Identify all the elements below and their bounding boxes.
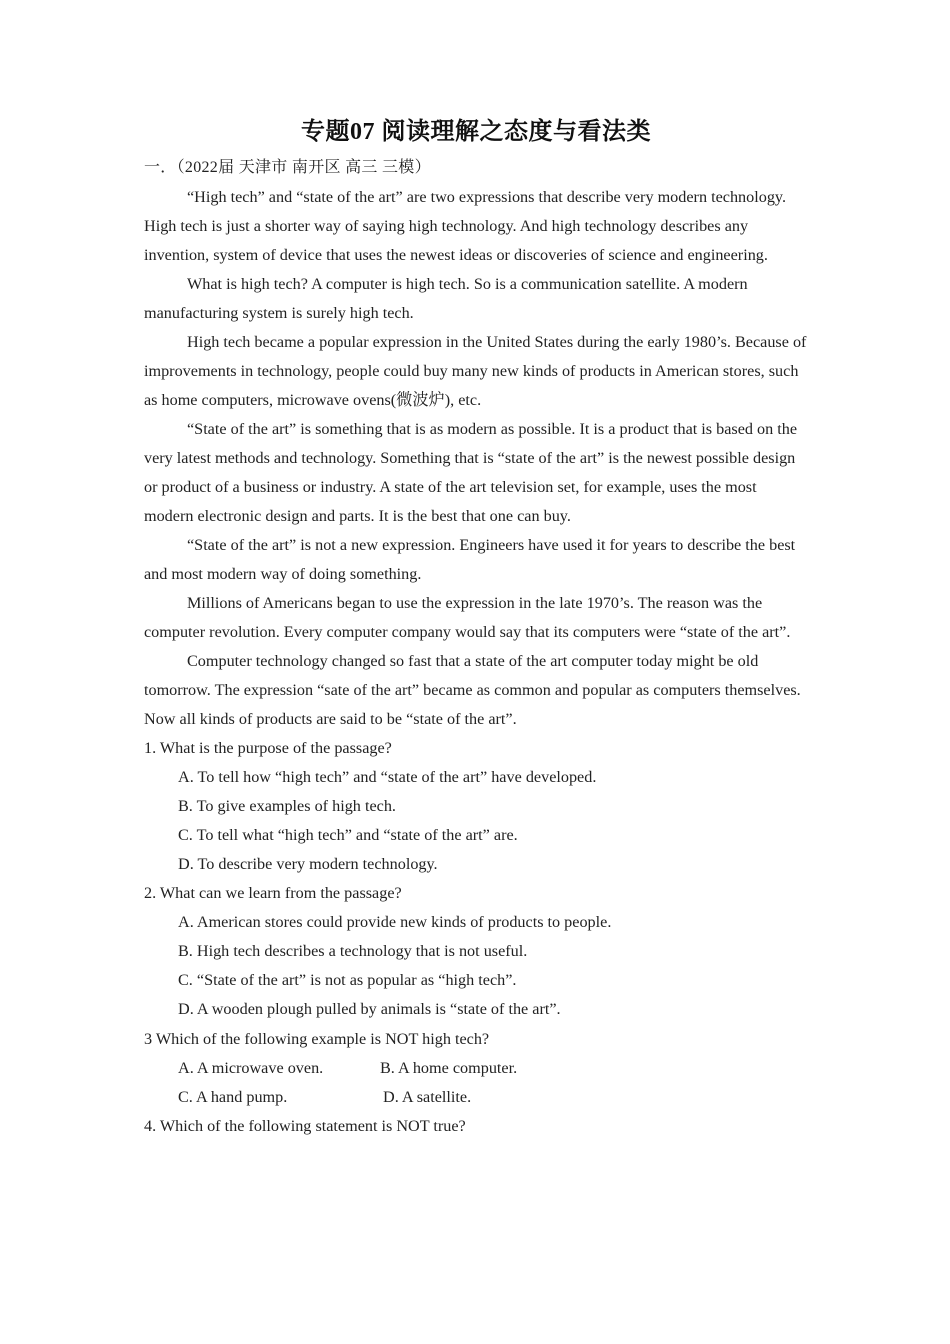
passage-paragraph: Computer technology changed so fast that a state of the art computer today might be old tomorrow. The expression “sate of the art” became as common and popular as computers themselves. Now all kinds of products are said to be “state of the art”. (144, 652, 801, 728)
option-d: D. To describe very modern technology. (178, 855, 438, 873)
option-a: A. To tell how “high tech” and “state of the art” have developed. (178, 768, 597, 786)
passage-paragraph: “State of the art” is not a new expression. Engineers have used it for years to describe the best and most modern way of doing something. (144, 536, 796, 583)
option-row (144, 1054, 808, 1083)
option-d: D. A wooden plough pulled by animals is “state of the art”. (178, 1000, 561, 1018)
passage-paragraph: “High tech” and “state of the art” are two expressions that describe very modern technology. High tech is just a shorter way of saying high technology. And high technology describes any invention, system of device that uses the newest ideas or discoveries of science and engineering. (144, 188, 787, 264)
section-header (144, 153, 808, 182)
question-stem: 1. What is the purpose of the passage? (144, 739, 392, 757)
question-1 (144, 734, 808, 879)
question-2 (144, 879, 808, 1024)
option-b: B. To give examples of high tech. (178, 797, 396, 815)
option-c: C. To tell what “high tech” and “state of the art” are. (178, 826, 518, 844)
passage-paragraph: What is high tech? A computer is high tech. So is a communication satellite. A modern manufacturing system is surely high tech. (144, 275, 748, 322)
question-stem: 4. Which of the following statement is NOT true? (144, 1117, 466, 1135)
option-c: C. “State of the art” is not as popular as “high tech”. (178, 971, 517, 989)
question-stem: 3 Which of the following example is NOT high tech? (144, 1030, 490, 1048)
option-row (144, 1083, 808, 1112)
option-a: A. A microwave oven. (178, 1059, 324, 1077)
question-4 (144, 1112, 808, 1141)
passage-paragraph: “State of the art” is something that is as modern as possible. It is a product that is based on the very latest methods and technology. Something that is “state of the art” is the newest possible design or product of a business or industry. A state of the art television set, for example, uses the most modern electronic design and parts. It is the best that one can buy. (144, 420, 798, 525)
option-b: B. A home computer. (380, 1059, 518, 1077)
passage-paragraph: Millions of Americans began to use the expression in the late 1970’s. The reason was the computer revolution. Every computer company would say that its computers were “state of the art”. (144, 594, 791, 641)
question-3 (144, 1025, 808, 1112)
page-title: 专题07 阅读理解之态度与看法类 (301, 119, 651, 145)
option-d: D. A satellite. (383, 1088, 472, 1106)
section-source: （2022届 天津市 南开区 高三 三模） (176, 159, 431, 176)
option-a: A. American stores could provide new kinds of products to people. (178, 913, 612, 931)
passage-paragraph: High tech became a popular expression in the United States during the early 1980’s. Because of improvements in technology, people could buy many new kinds of products in American stores, such as home computers, microwave ovens(微波炉), etc. (144, 333, 807, 409)
document-page (144, 112, 808, 1141)
question-stem: 2. What can we learn from the passage? (144, 884, 402, 902)
reading-passage (144, 183, 808, 734)
option-b: B. High tech describes a technology that is not useful. (178, 942, 528, 960)
option-c: C. A hand pump. (178, 1088, 288, 1106)
section-number: 一． (144, 159, 177, 176)
